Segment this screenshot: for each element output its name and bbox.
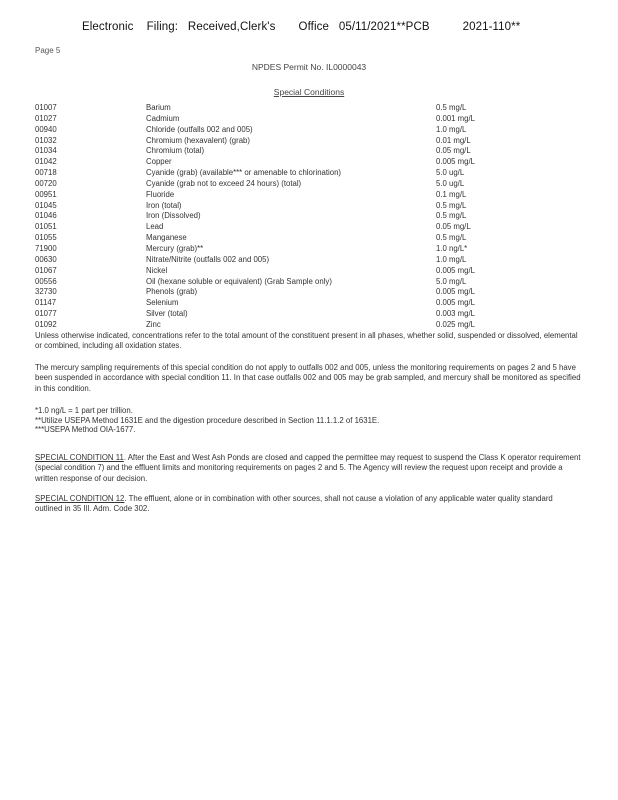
parameter-name: Copper bbox=[146, 157, 172, 167]
parameter-name: Cyanide (grab not to exceed 24 hours) (total) bbox=[146, 178, 302, 188]
parameter-name: Chromium (hexavalent) (grab) bbox=[146, 135, 250, 145]
table-row bbox=[35, 201, 595, 212]
parameter-limit: 0.003 mg/L bbox=[436, 309, 476, 319]
table-row bbox=[35, 190, 595, 201]
condition-label: SPECIAL CONDITION 12 bbox=[35, 494, 125, 503]
parameter-name: Cyanide (grab) (available*** or amenable to chlorination) bbox=[146, 168, 342, 178]
table-row bbox=[35, 298, 595, 309]
parameter-code: 01042 bbox=[35, 157, 57, 167]
concentration-note: Unless otherwise indicated, concentrations refer to the total amount of the constituent present in all phases, whether solid, suspended or dissolved, elemental or combined, including all oxidation states. bbox=[35, 331, 578, 351]
table-row bbox=[35, 146, 595, 157]
special-condition-12 bbox=[35, 494, 582, 515]
table-row bbox=[35, 309, 595, 320]
mercury-note: The mercury sampling requirements of this special condition do not apply to outfalls 002 and 005, unless the monitoring requirements on pages 2 and 5 have been suspended in accordance with special condition 11. In that case outfalls 002 and 005 may be grab sampled, and mercury shall be monitored as specified in this condition. bbox=[35, 363, 581, 393]
parameter-limit: 0.001 mg/L bbox=[436, 113, 476, 123]
footnotes bbox=[35, 406, 379, 435]
parameter-code: 01034 bbox=[35, 146, 57, 156]
parameter-name: Chloride (outfalls 002 and 005) bbox=[146, 124, 253, 134]
parameter-limit: 0.01 mg/L bbox=[436, 135, 471, 145]
parameter-limit: 0.05 mg/L bbox=[436, 222, 471, 232]
table-row bbox=[35, 125, 595, 136]
parameter-name: Silver (total) bbox=[146, 309, 188, 319]
parameter-name: Chromium (total) bbox=[146, 146, 205, 156]
section-title-wrap bbox=[0, 82, 618, 100]
condition-label: SPECIAL CONDITION 11 bbox=[35, 453, 124, 462]
parameter-name: Oil (hexane soluble or equivalent) (Grab Sample only) bbox=[146, 276, 332, 286]
table-row bbox=[35, 320, 595, 331]
parameter-code: 01032 bbox=[35, 135, 57, 145]
table-row bbox=[35, 157, 595, 168]
parameter-code: 01077 bbox=[35, 309, 57, 319]
parameter-limit: 1.0 mg/L bbox=[436, 124, 467, 134]
table-row bbox=[35, 136, 595, 147]
table-row bbox=[35, 287, 595, 298]
parameter-limit: 0.005 mg/L bbox=[436, 265, 476, 275]
footnote: **Utilize USEPA Method 1631E and the digestion procedure described in Section 11.1.1.2 of 1631E. bbox=[35, 415, 380, 425]
table-row bbox=[35, 244, 595, 255]
table-row bbox=[35, 266, 595, 277]
table-row bbox=[35, 179, 595, 190]
parameter-name: Iron (Dissolved) bbox=[146, 211, 201, 221]
parameter-code: 01046 bbox=[35, 211, 57, 221]
parameter-name: Nickel bbox=[146, 265, 168, 275]
parameter-limit: 1.0 ng/L* bbox=[436, 243, 468, 253]
table-row bbox=[35, 168, 595, 179]
parameter-limit: 0.5 mg/L bbox=[436, 211, 467, 221]
parameter-name: Zinc bbox=[146, 319, 161, 329]
parameter-code: 00556 bbox=[35, 276, 57, 286]
parameter-limit: 5.0 ug/L bbox=[436, 168, 465, 178]
parameter-name: Mercury (grab)** bbox=[146, 243, 204, 253]
parameter-limit: 0.5 mg/L bbox=[436, 233, 467, 243]
table-row bbox=[35, 222, 595, 233]
parameter-code: 00940 bbox=[35, 124, 57, 134]
parameter-code: 00630 bbox=[35, 254, 57, 264]
parameter-code: 01007 bbox=[35, 103, 57, 112]
parameter-limit: 0.05 mg/L bbox=[436, 146, 471, 156]
parameter-limit: 5.0 mg/L bbox=[436, 276, 467, 286]
special-condition-11 bbox=[35, 453, 582, 484]
parameter-limit: 0.1 mg/L bbox=[436, 189, 467, 199]
table-row bbox=[35, 211, 595, 222]
footnote: *1.0 ng/L = 1 part per trillion. bbox=[35, 406, 133, 415]
parameter-name: Fluoride bbox=[146, 189, 175, 199]
parameter-name: Manganese bbox=[146, 233, 187, 243]
parameter-code: 01027 bbox=[35, 113, 57, 123]
parameter-code: 32730 bbox=[35, 287, 57, 297]
parameter-code: 00720 bbox=[35, 178, 57, 188]
parameter-name: Cadmium bbox=[146, 113, 180, 123]
parameter-code: 01092 bbox=[35, 319, 57, 329]
parameter-limit: 0.005 mg/L bbox=[436, 287, 476, 297]
parameter-name: Iron (total) bbox=[146, 200, 182, 210]
parameter-limit: 1.0 mg/L bbox=[436, 254, 467, 264]
parameter-code: 00718 bbox=[35, 168, 57, 178]
section-title: Special Conditions bbox=[273, 87, 345, 97]
parameter-name: Phenols (grab) bbox=[146, 287, 198, 297]
table-row bbox=[35, 114, 595, 125]
condition-text: . The effluent, alone or in combination with other sources, shall not cause a violation of any applicable water quality standard outlined in 35 Ill. Adm. Code 302. bbox=[35, 494, 553, 514]
parameter-name: Barium bbox=[146, 103, 171, 112]
parameter-table bbox=[35, 103, 595, 331]
condition-text: . After the East and West Ash Ponds are closed and capped the permittee may request to suspend the Class K operator requirement (special condition 7) and the effluent limits and monitoring requirements on pages 2 and 5. The Agency will review the request upon receipt and provide a written response of our decision. bbox=[35, 453, 581, 483]
parameter-code: 71900 bbox=[35, 243, 57, 253]
parameter-name: Nitrate/Nitrite (outfalls 002 and 005) bbox=[146, 254, 270, 264]
parameter-name: Selenium bbox=[146, 298, 179, 308]
table-row bbox=[35, 277, 595, 288]
parameter-limit: 0.005 mg/L bbox=[436, 157, 476, 167]
table-row bbox=[35, 103, 595, 114]
parameter-code: 00951 bbox=[35, 189, 57, 199]
page-number: Page 5 bbox=[35, 46, 61, 55]
parameter-code: 01067 bbox=[35, 265, 57, 275]
parameter-limit: 0.005 mg/L bbox=[436, 298, 476, 308]
parameter-code: 01147 bbox=[35, 298, 57, 308]
parameter-limit: 0.5 mg/L bbox=[436, 200, 467, 210]
parameter-name: Lead bbox=[146, 222, 164, 232]
parameter-code: 01045 bbox=[35, 200, 57, 210]
parameter-code: 01055 bbox=[35, 233, 57, 243]
footnote: ***USEPA Method OIA-1677. bbox=[35, 425, 136, 435]
parameter-code: 01051 bbox=[35, 222, 57, 232]
filing-stamp: Electronic Filing: Received,Clerk's Office 05/11/2021**PCB 2021-110** bbox=[82, 21, 521, 33]
parameter-limit: 5.0 ug/L bbox=[436, 178, 465, 188]
parameter-limit: 0.5 mg/L bbox=[436, 103, 467, 112]
table-row bbox=[35, 233, 595, 244]
permit-number: NPDES Permit No. IL0000043 bbox=[251, 62, 367, 72]
parameter-limit: 0.025 mg/L bbox=[436, 319, 476, 329]
table-row bbox=[35, 255, 595, 266]
